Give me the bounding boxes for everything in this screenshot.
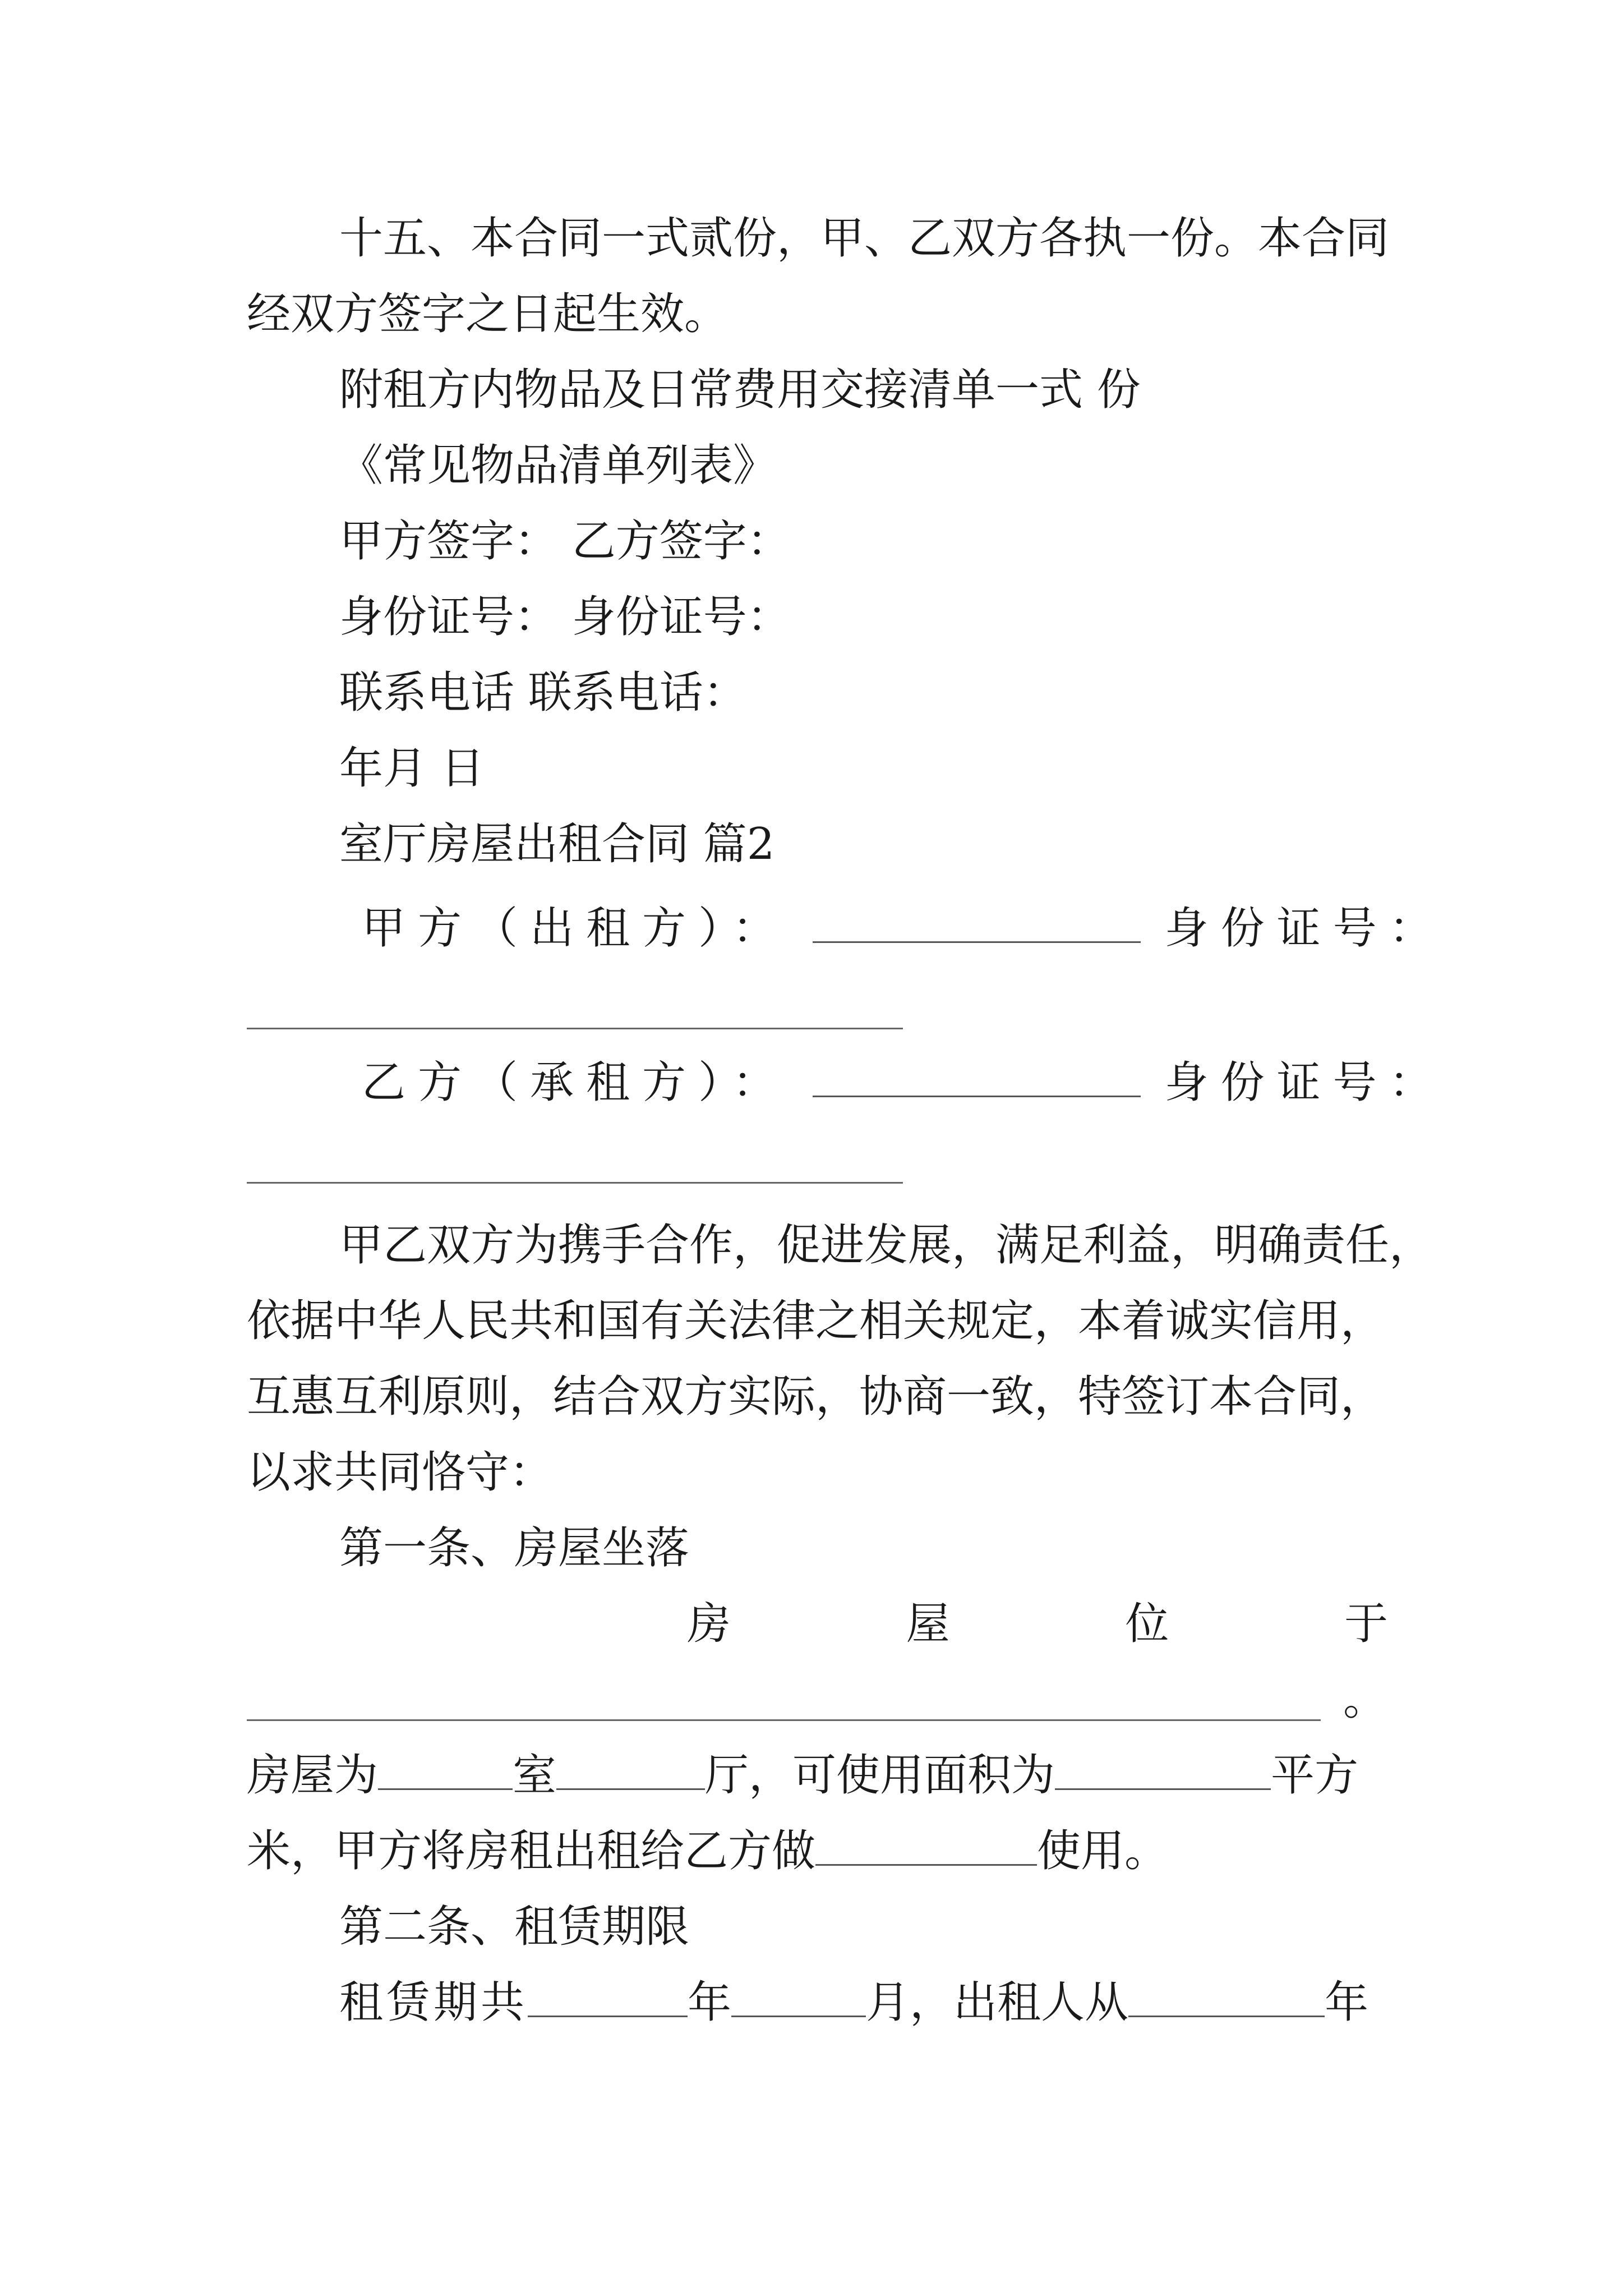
use-row bbox=[247, 1823, 1168, 1879]
room-row bbox=[247, 1747, 1358, 1803]
clause-15-line-1: 十五、本合同一式贰份，甲、乙双方各执一份。本合同 bbox=[339, 213, 1390, 264]
room-label: 房屋为 bbox=[247, 1750, 379, 1801]
date-line: 年月 日 bbox=[339, 743, 485, 794]
location-char-4: 于 bbox=[1344, 1599, 1388, 1649]
location-char-2: 屋 bbox=[906, 1599, 950, 1649]
party-a-id-label: 身份证号： bbox=[1164, 903, 1445, 954]
party-b-name-blank bbox=[813, 1056, 1141, 1097]
term-row bbox=[339, 1975, 1368, 2031]
article-2-heading: 第二条、租赁期限 bbox=[339, 1902, 690, 1952]
party-a-row bbox=[362, 900, 1445, 956]
phone-line: 联系电话 联系电话： bbox=[339, 668, 747, 718]
preamble-line-2: 依据中华人民共和国有关法律之相关规定，本着诚实信用， bbox=[247, 1296, 1385, 1346]
attachment-line: 附租方内物品及日常费用交接清单一式 份 bbox=[339, 365, 1141, 415]
term-year-unit: 年 bbox=[688, 1977, 732, 2028]
location-char-1: 房 bbox=[687, 1599, 731, 1649]
preamble-line-1: 甲乙双方为携手合作，促进发展，满足利益，明确责任， bbox=[339, 1220, 1433, 1271]
use-label: 米，甲方将房租出租给乙方做 bbox=[247, 1826, 816, 1876]
preamble-line-3: 互惠互利原则，结合双方实际，协商一致，特签订本合同， bbox=[247, 1372, 1385, 1422]
preamble-line-4: 以求共同恪守： bbox=[247, 1447, 554, 1498]
term-start-year-blank bbox=[1128, 1976, 1325, 2017]
id-number-line: 身份证号： 身份证号： bbox=[339, 592, 791, 642]
location-char-3: 位 bbox=[1125, 1599, 1169, 1649]
term-start-year-unit: 年 bbox=[1325, 1977, 1369, 2028]
area-unit: 平方 bbox=[1271, 1750, 1359, 1801]
party-b-id-label: 身份证号： bbox=[1164, 1057, 1445, 1108]
party-a-label: 甲方（出租方）： bbox=[362, 903, 789, 954]
party-b-row bbox=[362, 1055, 1445, 1111]
area-blank bbox=[1055, 1749, 1271, 1790]
signature-line: 甲方签字： 乙方签字： bbox=[339, 516, 791, 567]
party-b-label: 乙方（承租方）： bbox=[362, 1057, 789, 1108]
location-end: 。 bbox=[1343, 1674, 1387, 1725]
party-a-name-blank bbox=[813, 902, 1141, 943]
room-unit: 室 bbox=[513, 1750, 557, 1801]
term-from-label: 月，出租人从 bbox=[866, 1977, 1129, 2028]
clause-15-line-2: 经双方签字之日起生效。 bbox=[247, 289, 728, 339]
party-a-id-blank bbox=[247, 1028, 903, 1029]
term-label: 租赁期共 bbox=[339, 1977, 528, 2028]
room-count-blank bbox=[378, 1749, 513, 1790]
location-row bbox=[687, 1596, 1388, 1652]
use-suffix: 使用。 bbox=[1037, 1826, 1169, 1876]
item-list-title: 《常见物品清单列表》 bbox=[339, 440, 777, 491]
party-b-id-blank bbox=[247, 1182, 903, 1184]
hall-count-blank bbox=[556, 1749, 705, 1790]
location-blank bbox=[247, 1719, 1321, 1721]
contract-heading: 室厅房屋出租合同 篇2 bbox=[339, 819, 775, 869]
area-label: 厅，可使用面积为 bbox=[705, 1750, 1055, 1801]
article-1-heading: 第一条、房屋坐落 bbox=[339, 1523, 690, 1573]
term-months-blank bbox=[731, 1976, 866, 2017]
term-years-blank bbox=[528, 1976, 688, 2017]
use-purpose-blank bbox=[815, 1825, 1037, 1866]
